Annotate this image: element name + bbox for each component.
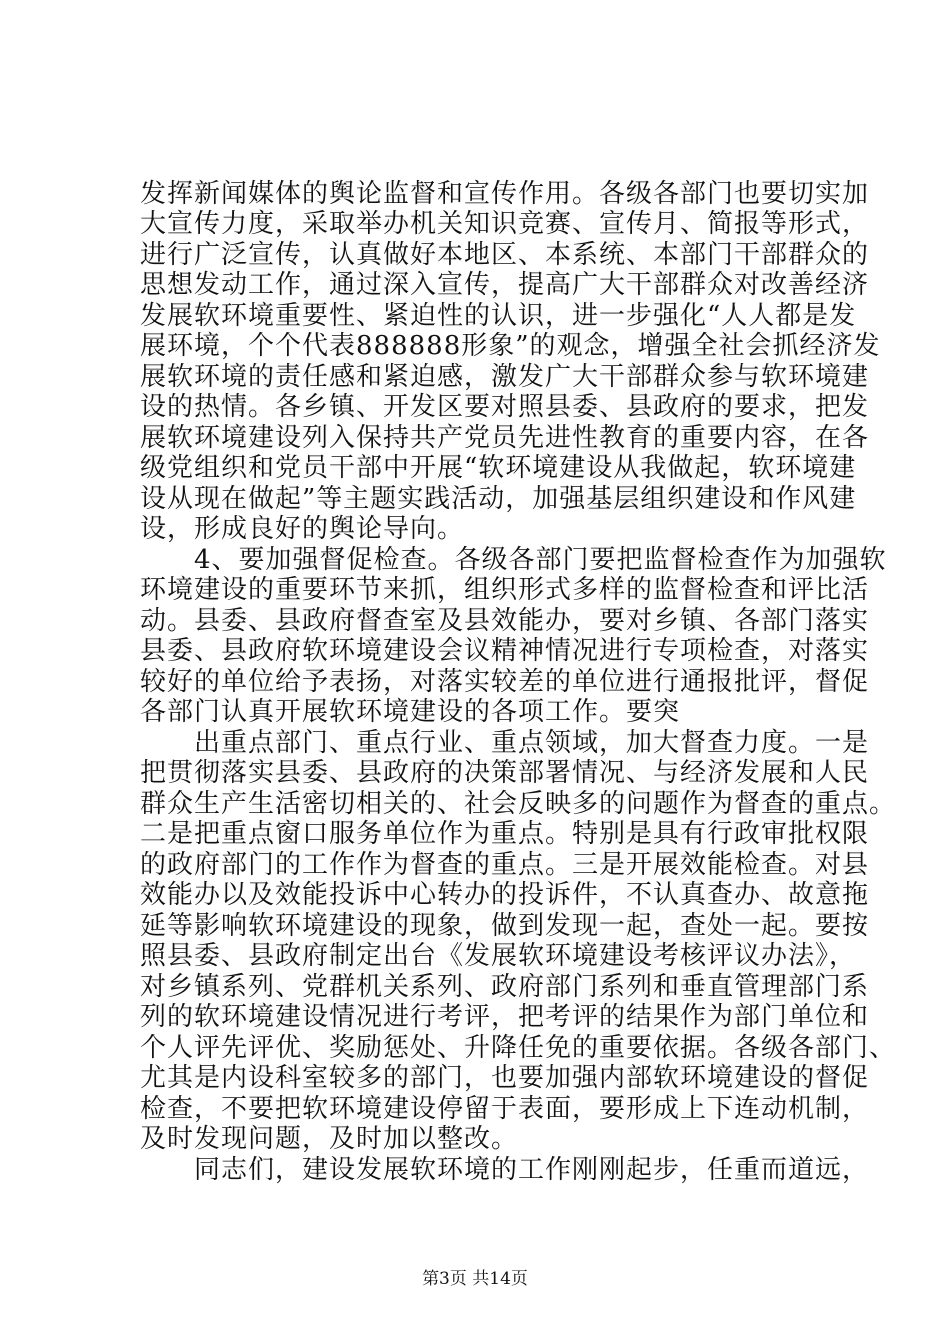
text-line: 群众生产生活密切相关的、社会反映多的问题作为督查的重点。 <box>140 789 897 819</box>
text-line: 列的软环境建设情况进行考评，把考评的结果作为部门单位和 <box>140 1002 870 1032</box>
text-line: 县委、县政府软环境建设会议精神情况进行专项检查，对落实 <box>140 636 870 666</box>
text-line: 设的热情。各乡镇、开发区要对照县委、县政府的要求，把发 <box>140 392 870 422</box>
text-line: 照县委、县政府制定出台《发展软环境建设考核评议办法》， <box>140 941 857 971</box>
text-line: 的政府部门的工作作为督查的重点。三是开展效能检查。对县 <box>140 850 870 880</box>
text-line: 级党组织和党员干部中开展“软环境建设从我做起，软环境建 <box>140 453 857 483</box>
text-line: 动。县委、县政府督查室及县效能办，要对乡镇、各部门落实 <box>140 606 870 636</box>
text-line: 4、要加强督促检查。各级各部门要把监督检查作为加强软 <box>140 545 887 575</box>
text-line: 展软环境的责任感和紧迫感，激发广大干部群众参与软环境建 <box>140 362 870 392</box>
text-line: 对乡镇系列、党群机关系列、政府部门系列和垂直管理部门系 <box>140 972 870 1002</box>
text-line: 进行广泛宣传，认真做好本地区、本系统、本部门干部群众的 <box>140 240 870 270</box>
text-line: 检查，不要把软环境建设停留于表面，要形成上下连动机制， <box>140 1094 870 1124</box>
text-line: 延等影响软环境建设的现象，做到发现一起，查处一起。要按 <box>140 911 870 941</box>
text-line: 发展软环境重要性、紧迫性的认识，进一步强化“人人都是发 <box>140 301 857 331</box>
text-line: 展软环境建设列入保持共产党员先进性教育的重要内容，在各 <box>140 423 870 453</box>
text-line: 环境建设的重要环节来抓，组织形式多样的监督检查和评比活 <box>140 575 870 605</box>
text-line: 效能办以及效能投诉中心转办的投诉件，不认真查办、故意拖 <box>140 880 870 910</box>
text-line: 同志们，建设发展软环境的工作刚刚起步，任重而道远， <box>140 1155 870 1185</box>
text-line: 展环境，个个代表888888形象”的观念，增强全社会抓经济发 <box>140 331 881 361</box>
page-number-footer: 第3页 共14页 <box>422 1269 528 1289</box>
text-line: 及时发现问题，及时加以整改。 <box>140 1124 519 1154</box>
text-line: 出重点部门、重点行业、重点领域，加大督查力度。一是 <box>140 728 870 758</box>
text-line: 思想发动工作，通过深入宣传，提高广大干部群众对改善经济 <box>140 270 870 300</box>
text-line: 较好的单位给予表扬，对落实较差的单位进行通报批评，督促 <box>140 667 870 697</box>
text-line: 个人评先评优、奖励惩处、升降任免的重要依据。各级各部门、 <box>140 1033 897 1063</box>
text-line: 设从现在做起”等主题实践活动，加强基层组织建设和作风建 <box>140 484 857 514</box>
text-line: 设，形成良好的舆论导向。 <box>140 514 465 544</box>
text-line: 大宣传力度，采取举办机关知识竞赛、宣传月、简报等形式， <box>140 209 870 239</box>
text-line: 发挥新闻媒体的舆论监督和宣传作用。各级各部门也要切实加 <box>140 179 870 209</box>
text-line: 尤其是内设科室较多的部门，也要加强内部软环境建设的督促 <box>140 1063 870 1093</box>
text-line: 把贯彻落实县委、县政府的决策部署情况、与经济发展和人民 <box>140 758 870 788</box>
text-line: 各部门认真开展软环境建设的各项工作。要突 <box>140 697 681 727</box>
text-line: 二是把重点窗口服务单位作为重点。特别是具有行政审批权限 <box>140 819 870 849</box>
